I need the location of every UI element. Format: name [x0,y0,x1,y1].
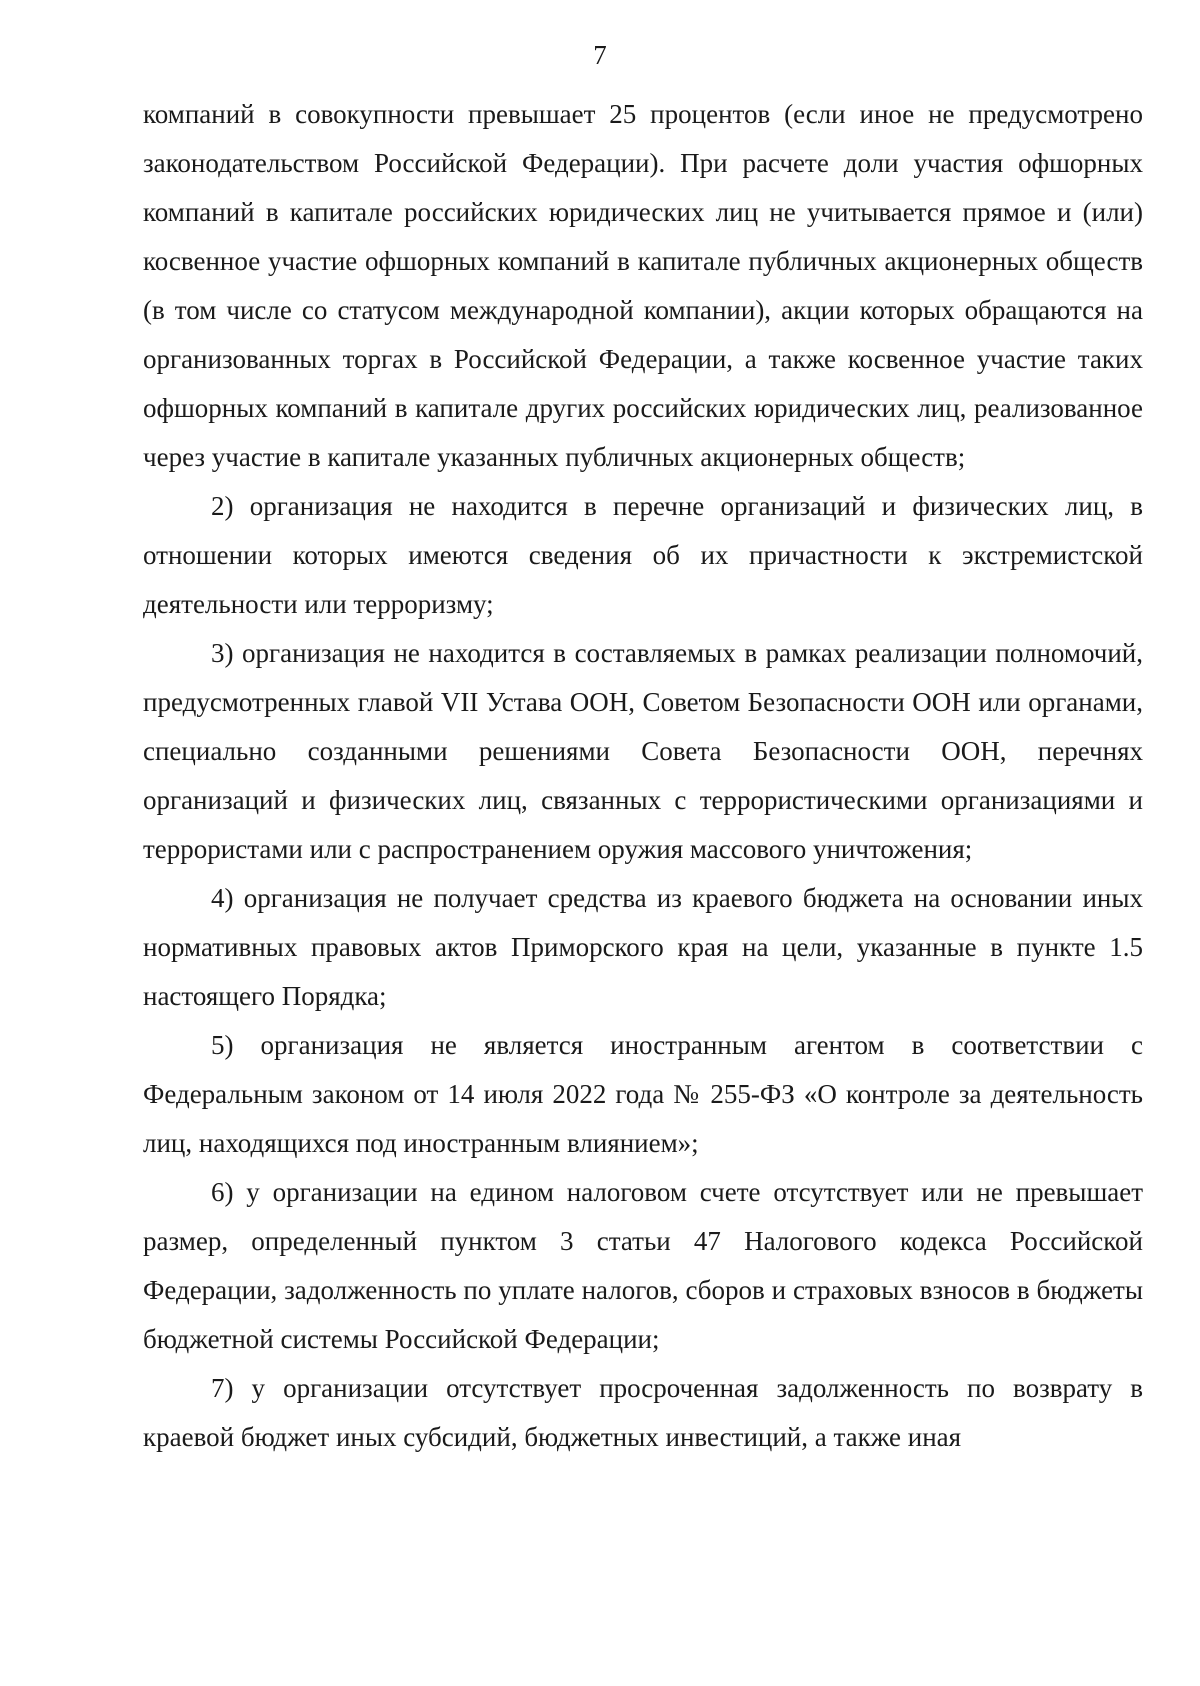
paragraph-item-7: 7) у организации отсутствует просроченная задолженность по возврату в краевой бюджет иных субсидий, бюджетных инвестиций, а также иная [143,1373,1143,1452]
paragraph-continuation: компаний в совокупности превышает 25 процентов (если иное не предусмотрено законодательством Российской Федерации). При расчете доли участия офшорных компаний в капитале российских юридических лиц не учитывается прямое и (или) косвенное участие офшорных компаний в капитале публичных акционерных обществ (в том числе со статусом международной компании), акции которых обращаются на организованных торгах в Российской Федерации, а также косвенное участие таких офшорных компаний в капитале других российских юридических лиц, реализованное через участие в капитале указанных публичных акционерных обществ; [143,99,1143,472]
document-body [143,90,1143,1462]
paragraph-item-6: 6) у организации на едином налоговом счете отсутствует или не превышает размер, определенный пунктом 3 статьи 47 Налогового кодекса Российской Федерации, задолженность по уплате налогов, сборов и страховых взносов в бюджеты бюджетной системы Российской Федерации; [143,1177,1143,1354]
paragraph-item-2: 2) организация не находится в перечне организаций и физических лиц, в отношении которых имеются сведения об их причастности к экстремистской деятельности или терроризму; [143,491,1143,619]
paragraph-item-4: 4) организация не получает средства из краевого бюджета на основании иных нормативных правовых актов Приморского края на цели, указанные в пункте 1.5 настоящего Порядка; [143,883,1143,1011]
page-number: 7 [593,40,607,70]
paragraph-item-3: 3) организация не находится в составляемых в рамках реализации полномочий, предусмотренных главой VII Устава ООН, Советом Безопасности ООН или органами, специально созданными решениями Совета Безопасности ООН, перечнях организаций и физических лиц, связанных с террористическими организациями и террористами или с распространением оружия массового уничтожения; [143,638,1143,864]
paragraph-item-5: 5) организация не является иностранным агентом в соответствии с Федеральным законом от 14 июля 2022 года № 255-ФЗ «О контроле за деятельность лиц, находящихся под иностранным влиянием»; [143,1030,1143,1158]
